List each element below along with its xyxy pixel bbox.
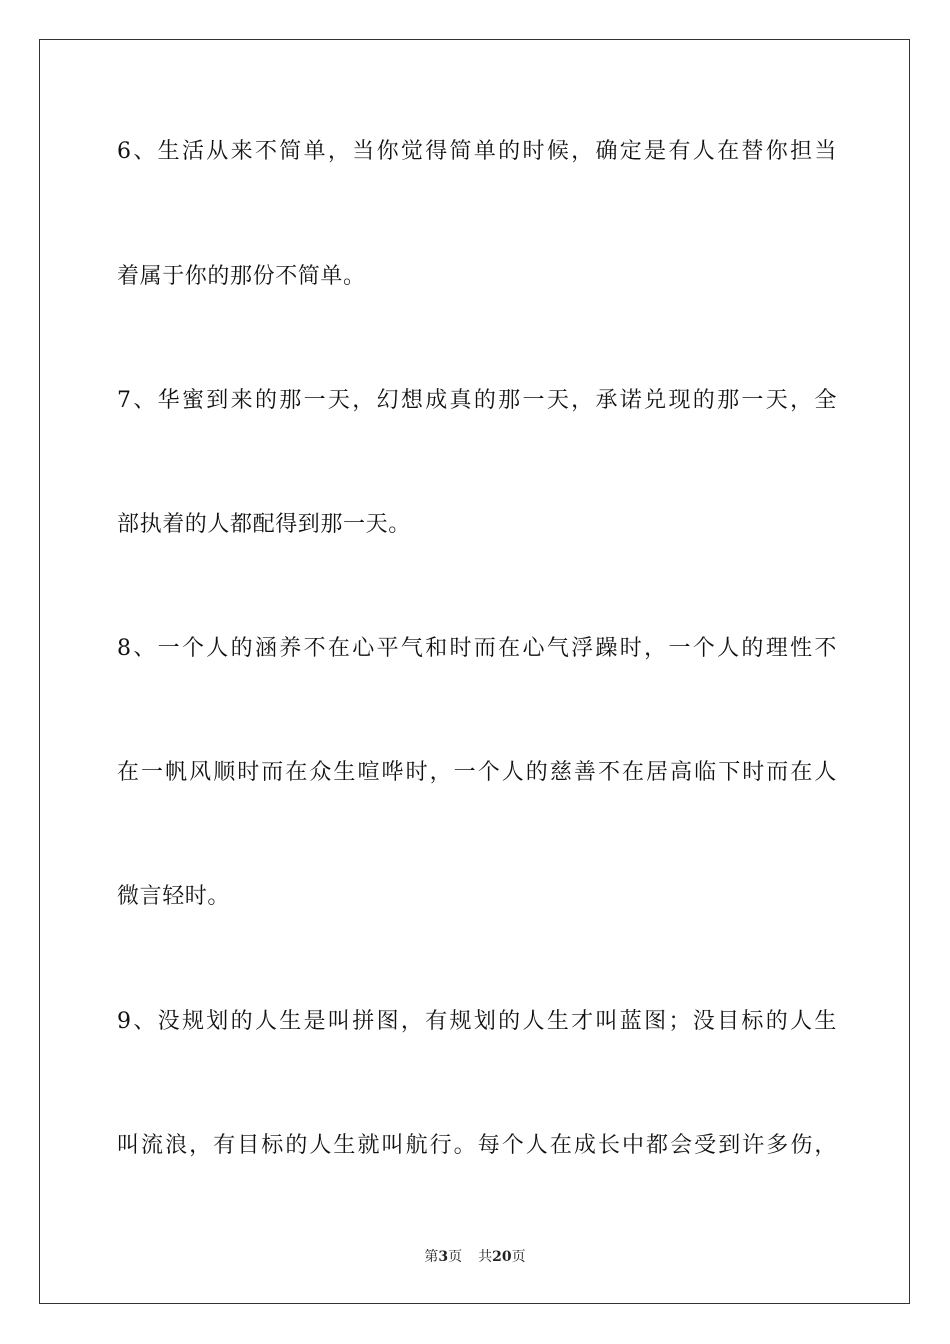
page-footer xyxy=(0,1248,950,1266)
paragraph-9-line-1: 9、没规划的人生是叫拼图，有规划的人生才叫蓝图；没目标的人生 xyxy=(117,1009,837,1034)
paragraph-6-line-2: 着属于你的那份不简单。 xyxy=(117,264,366,289)
paragraph-9-line-2: 叫流浪，有目标的人生就叫航行。每个人在成长中都会受到许多伤， xyxy=(117,1133,837,1158)
page-prefix: 第 xyxy=(424,1249,439,1265)
page-suffix: 页 xyxy=(448,1249,463,1265)
page-border xyxy=(39,39,910,1304)
paragraph-6-line-1: 6、生活从来不简单，当你觉得简单的时候，确定是有人在替你担当 xyxy=(117,139,837,164)
total-pages-number: 20 xyxy=(492,1249,512,1265)
total-suffix: 页 xyxy=(511,1249,526,1265)
paragraph-8-line-3: 微言轻时。 xyxy=(117,884,231,909)
paragraph-7-line-2: 部执着的人都配得到那一天。 xyxy=(117,512,411,537)
paragraph-7-line-1: 7、华蜜到来的那一天，幻想成真的那一天，承诺兑现的那一天，全 xyxy=(117,388,837,413)
total-prefix: 共 xyxy=(478,1249,493,1265)
paragraph-8-line-2: 在一帆风顺时而在众生喧哗时，一个人的慈善不在居高临下时而在人 xyxy=(117,760,837,785)
paragraph-8-line-1: 8、一个人的涵养不在心平气和时而在心气浮躁时，一个人的理性不 xyxy=(117,636,837,661)
current-page-number: 3 xyxy=(438,1249,449,1265)
